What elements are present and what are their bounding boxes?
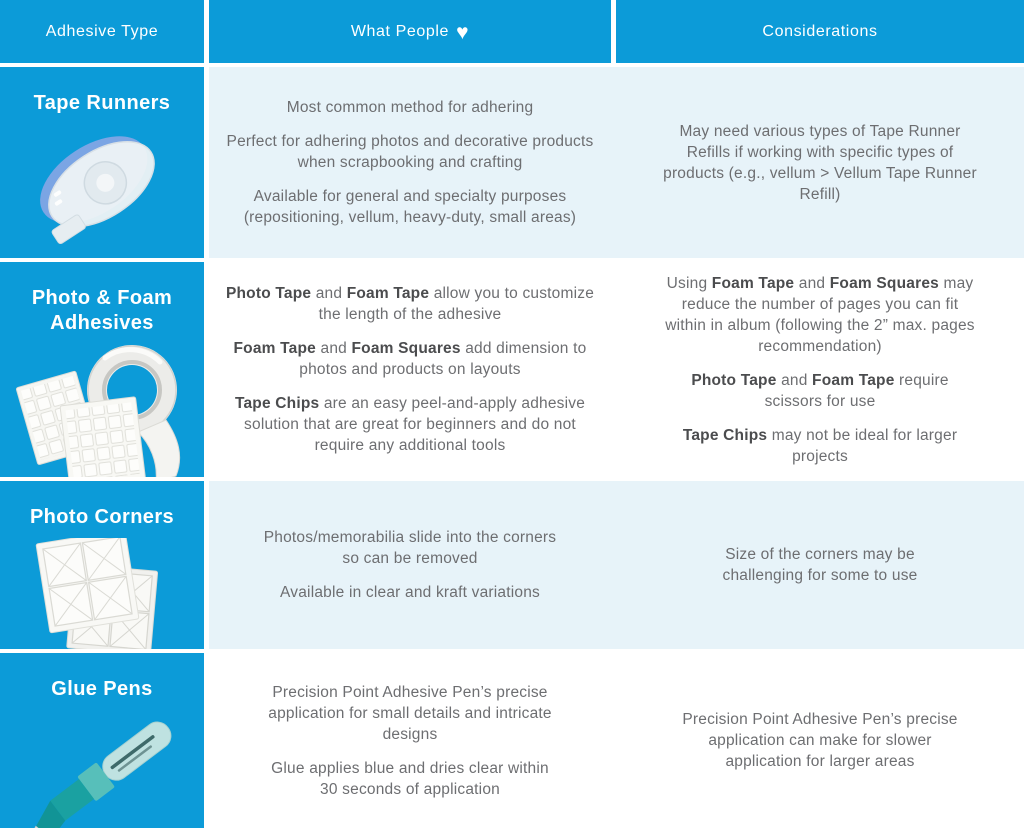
foam-adhesives-loves-cell xyxy=(209,262,611,477)
paragraph: Tape Chips may not be ideal for larger projects xyxy=(682,426,958,465)
paragraph: Tape Chips are an easy peel-and-apply adhesive solution that are great for beginners and do not require any additional tools xyxy=(234,395,586,454)
row-glue-pens-content xyxy=(209,653,1024,828)
paragraph: Photos/memorabilia slide into the corners so can be removed xyxy=(263,529,557,567)
photo-corners-loves-text xyxy=(255,527,565,603)
tape-runners-considerations-cell xyxy=(616,67,1024,258)
row-title-photo-corners: Photo Corners xyxy=(29,506,175,528)
paragraph: Size of the corners may be challenging for some to use xyxy=(722,546,918,584)
row-title-foam-adhesives: Photo & Foam Adhesives xyxy=(31,287,173,334)
foam-adhesives-loves-text xyxy=(220,283,600,456)
paragraph: Photo Tape and Foam Tape require scissors for use xyxy=(691,371,949,410)
paragraph: Available in clear and kraft variations xyxy=(280,584,540,601)
row-title-tape-runners: Tape Runners xyxy=(33,92,171,114)
paragraph: Precision Point Adhesive Pen’s precise application can make for slower application for larger areas xyxy=(682,711,958,770)
tape-runner-image xyxy=(0,122,204,252)
tape-runners-loves-text xyxy=(218,97,603,228)
row-title-glue-pens: Glue Pens xyxy=(51,678,153,700)
header-considerations-label: Considerations xyxy=(762,22,878,40)
paragraph: Photo Tape and Foam Tape allow you to customize the length of the adhesive xyxy=(225,285,595,323)
photo-corners-considerations-cell xyxy=(616,481,1024,649)
tape-runners-loves-cell xyxy=(209,67,611,258)
header-adhesive-type-label: Adhesive Type xyxy=(45,22,159,40)
row-foam-adhesives-type-cell xyxy=(0,262,204,477)
glue-pens-considerations-cell xyxy=(616,653,1024,828)
header-adhesive-type xyxy=(0,0,204,63)
foam-adhesives-considerations-text xyxy=(663,273,978,467)
paragraph: Available for general and specialty purposes (repositioning, vellum, heavy-duty, small areas) xyxy=(243,188,577,226)
glue-pens-loves-cell xyxy=(209,653,611,828)
foam-adhesives-considerations-cell xyxy=(616,262,1024,477)
glue-pens-considerations-text xyxy=(675,709,965,772)
paragraph: Most common method for adhering xyxy=(286,99,534,116)
header-what-people-love: What People ♥ xyxy=(209,0,611,63)
photo-corners-image xyxy=(0,538,204,649)
paragraph: Foam Tape and Foam Squares add dimension to photos and products on layouts xyxy=(233,340,587,378)
row-tape-runners-type-cell xyxy=(0,67,204,258)
paragraph: May need various types of Tape Runner Refills if working with specific types of products (e.g., vellum > Vellum Tape Runner Refill) xyxy=(663,122,977,203)
foam-adhesives-image xyxy=(0,338,204,477)
row-glue-pens-type-cell xyxy=(0,653,204,828)
paragraph: Using Foam Tape and Foam Squares may reduce the number of pages you can fit within in album (following the 2” max. pages recommendation) xyxy=(665,274,975,355)
glue-pen-image xyxy=(0,708,204,828)
row-tape-runners-content xyxy=(209,67,1024,258)
paragraph: Glue applies blue and dries clear within 30 seconds of application xyxy=(271,759,549,798)
photo-corners-considerations-text xyxy=(695,544,945,586)
photo-corners-loves-cell xyxy=(209,481,611,649)
header-what-people-label: What People xyxy=(350,22,450,40)
row-photo-corners-content xyxy=(209,481,1024,649)
paragraph: Precision Point Adhesive Pen’s precise application for small details and intricate designs xyxy=(268,683,552,743)
row-photo-corners-type-cell xyxy=(0,481,204,649)
header-considerations xyxy=(616,0,1024,63)
glue-pens-loves-text xyxy=(263,682,558,800)
tape-runners-considerations-text xyxy=(663,121,978,205)
row-foam-adhesives-content xyxy=(209,262,1024,477)
paragraph: Perfect for adhering photos and decorative products when scrapbooking and crafting xyxy=(226,133,594,171)
